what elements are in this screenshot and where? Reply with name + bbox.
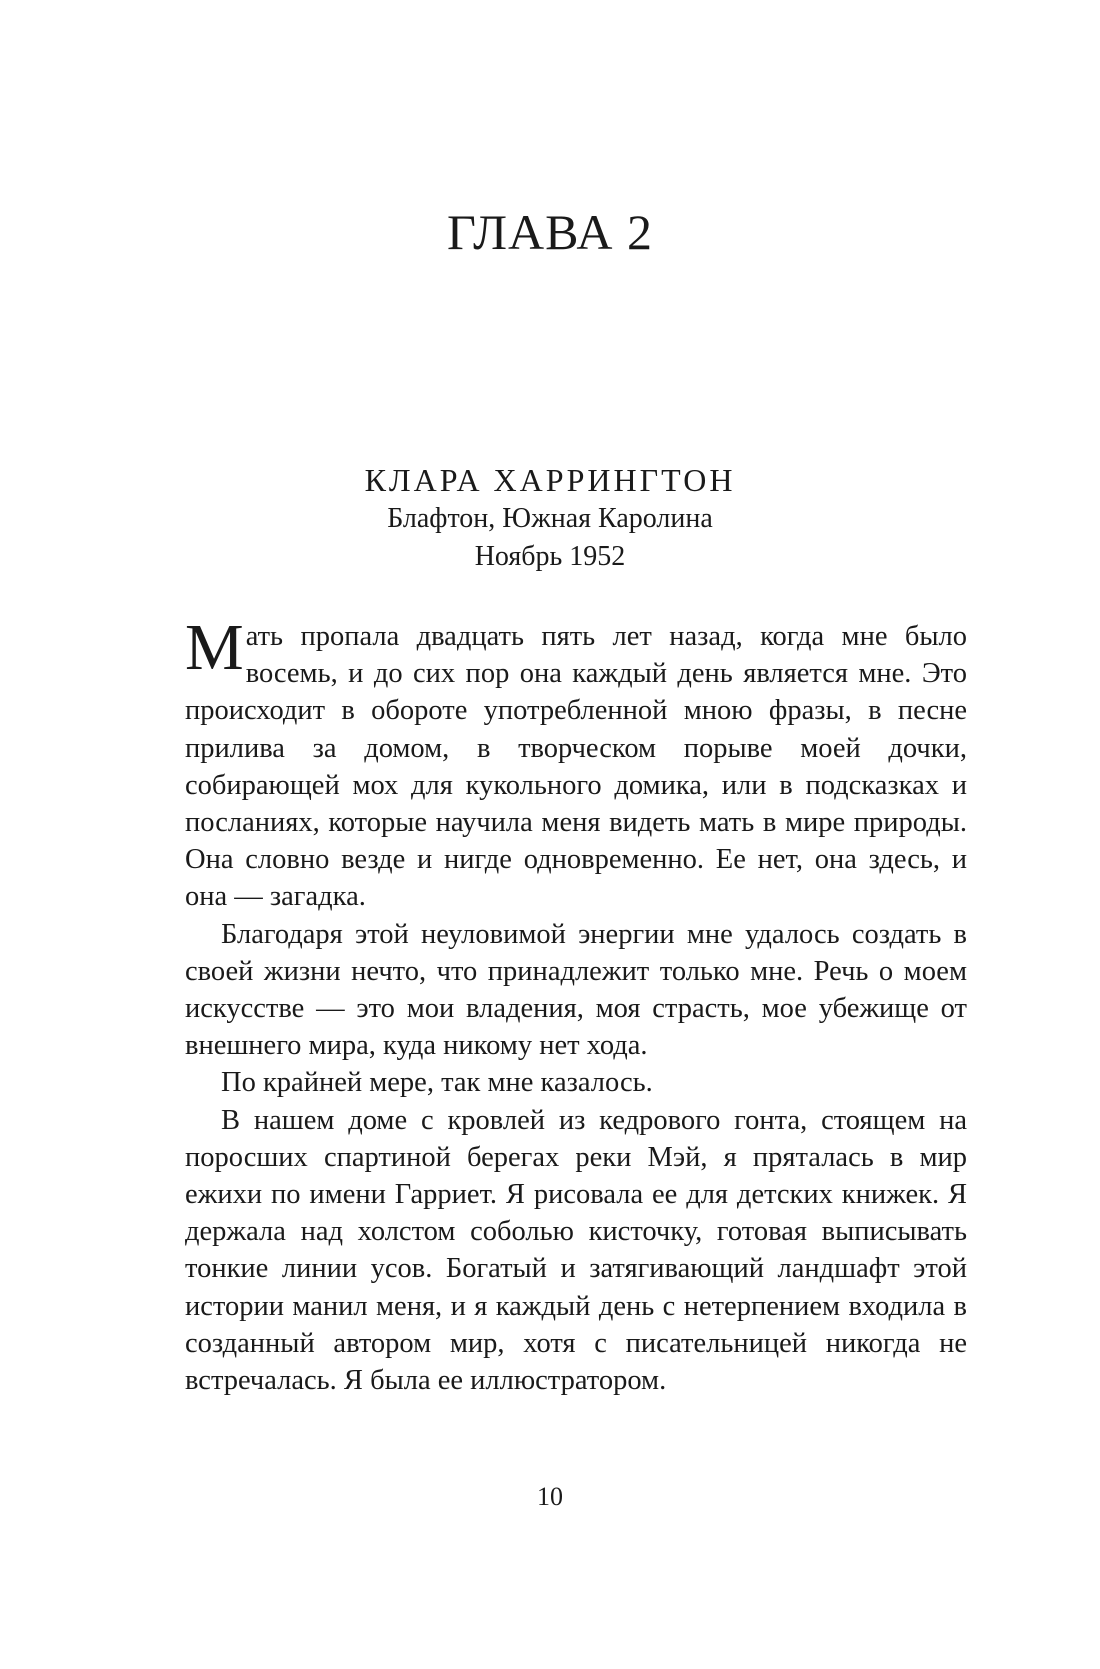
paragraph: В нашем доме с кровлей из кедрового гонта, стоящем на поросших спартиной берегах реки Мэй, я пряталась в мир ежихи по имени Гарриет. Я рисовала ее для детских книжек. Я держала над холстом соболью кисточку, готовая выписывать тонкие линии усов. Богатый и затягивающий ландшафт этой истории манил меня, и я каждый день с нетерпением входила в созданный автором мир, хотя с писательницей никогда не встречалась. Я была ее иллюстратором. [185, 1104, 967, 1397]
body-text [185, 611, 967, 1399]
chapter-title: ГЛАВА 2 [447, 204, 653, 260]
paragraph-text: ать пропала двадцать пять лет назад, когда мне было восемь, и до сих пор она каждый день является мне. Это происходит в обороте употребленной мною фразы, в песне прилива за домом, в творческом порыве моей дочки, собирающей мох для кукольного домика, или в подсказках и посланиях, которые научила меня видеть мать в мире природы. Она словно везде и нигде одновременно. Ее нет, она здесь, и она — загадка. [185, 621, 967, 913]
page-number: 10 [537, 1482, 563, 1511]
narrator-name: КЛАРА ХАРРИНГТОН [364, 462, 736, 498]
paragraph [185, 611, 967, 916]
paragraph: Благодаря этой неуловимой энергии мне удалось создать в своей жизни нечто, что принадлежит только мне. Речь о моем искусстве — это мои владения, моя страсть, мое убежище от внешнего мира, куда никому нет хода. [185, 918, 967, 1062]
date-line: Ноябрь 1952 [474, 541, 626, 572]
drop-cap: М [185, 611, 244, 684]
location-line: Блафтон, Южная Каролина [387, 503, 713, 534]
section-heading [0, 460, 1100, 576]
paragraph: По крайней мере, так мне казалось. [221, 1067, 653, 1099]
